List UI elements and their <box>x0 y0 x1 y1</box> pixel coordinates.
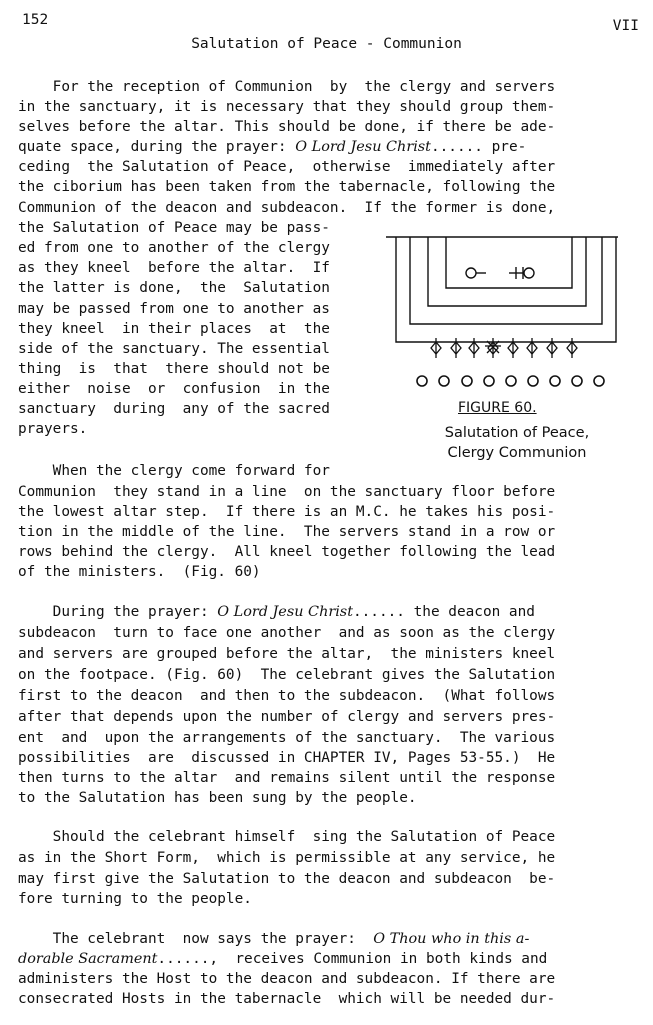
server-mark <box>550 376 560 386</box>
text-line: side of the sanctuary. The essential <box>18 341 330 357</box>
text-line: either noise or confusion in the <box>18 381 330 397</box>
text-line: in the sanctuary, it is necessary that they should group them- <box>18 99 556 115</box>
server-mark <box>484 376 494 386</box>
text-line: For the reception of Communion by the clergy and servers <box>18 79 556 95</box>
server-mark <box>528 376 538 386</box>
text-line: When the clergy come forward for <box>18 463 330 479</box>
server-mark <box>439 376 449 386</box>
text-line <box>18 949 547 969</box>
text-line: consecrated Hosts in the tabernacle which will be needed dur- <box>18 991 556 1007</box>
text-segment: The celebrant now says the prayer: <box>18 931 356 947</box>
prayer-title: dorable Sacrament <box>18 951 158 967</box>
clergy-mark <box>547 338 557 358</box>
text-line: of the ministers. (Fig. 60) <box>18 564 261 580</box>
text-line: ceding the Salutation of Peace, otherwise immediately after <box>18 159 556 175</box>
text-line: and servers are grouped before the altar, the ministers kneel <box>18 646 556 662</box>
server-mark <box>462 376 472 386</box>
text-line <box>18 137 526 157</box>
text-line: ent and upon the arrangements of the sanctuary. The various <box>18 730 556 746</box>
text-line: fore turning to the people. <box>18 891 252 907</box>
text-segment: quate space, during the prayer: <box>18 139 287 155</box>
step-outline-2 <box>410 237 602 324</box>
page-title: Salutation of Peace - Communion <box>191 36 462 52</box>
chapter-number: VII <box>612 18 639 34</box>
figure-caption-line: Salutation of Peace, <box>444 425 590 441</box>
text-segment: ...... the deacon and <box>352 604 535 620</box>
prayer-title: O Thou who in this a- <box>373 931 530 947</box>
servers-row <box>417 376 604 386</box>
text-segment: During the prayer: <box>18 604 209 620</box>
text-line: as they kneel before the altar. If <box>18 260 330 276</box>
clergy-mark <box>431 338 441 358</box>
clergy-mark <box>527 338 537 358</box>
mc-mark <box>485 338 501 358</box>
server-mark <box>506 376 516 386</box>
figure-caption-line: Clergy Communion <box>447 445 587 461</box>
page-number: 152 <box>22 12 49 28</box>
step-outline-3 <box>428 237 586 306</box>
server-mark <box>572 376 582 386</box>
server-mark <box>594 376 604 386</box>
clergy-mark <box>567 338 577 358</box>
server-mark <box>417 376 427 386</box>
text-line: administers the Host to the deacon and subdeacon. If there are <box>18 971 556 987</box>
text-line: tion in the middle of the line. The servers stand in a row or <box>18 524 556 540</box>
step-outline-outer <box>396 237 616 342</box>
text-line: may be passed from one to another as <box>18 301 330 317</box>
text-line: ed from one to another of the clergy <box>18 240 330 256</box>
text-line: then turns to the altar and remains silent until the response <box>18 770 556 786</box>
text-line: the ciborium has been taken from the tabernacle, following the <box>18 179 556 195</box>
prayer-title: O Lord Jesu Christ <box>295 139 431 155</box>
text-line: the Salutation of Peace may be pass- <box>18 220 330 236</box>
clergy-mark <box>469 338 479 358</box>
clergy-mark <box>508 338 518 358</box>
clergy-row <box>431 338 577 358</box>
sanctuary-diagram <box>382 225 622 400</box>
subdeacon-mark <box>524 268 534 278</box>
text-line: thing is that there should not be <box>18 361 330 377</box>
text-line: as in the Short Form, which is permissible at any service, he <box>18 850 556 866</box>
text-line: first to the deacon and then to the subdeacon. (What follows <box>18 688 556 704</box>
text-line: prayers. <box>18 421 88 437</box>
text-line <box>18 602 535 622</box>
text-line: the lowest altar step. If there is an M.C. he takes his posi- <box>18 504 556 520</box>
text-segment: ...... pre- <box>430 139 527 155</box>
prayer-title: O Lord Jesu Christ <box>217 604 353 620</box>
text-line: sanctuary during any of the sacred <box>18 401 330 417</box>
text-line: Communion they stand in a line on the sanctuary floor before <box>18 484 556 500</box>
step-outline-4 <box>446 237 572 288</box>
text-line: Should the celebrant himself sing the Salutation of Peace <box>18 829 556 845</box>
text-segment: ......, receives Communion in both kinds and <box>157 951 548 967</box>
deacon-mark <box>466 268 476 278</box>
text-line: after that depends upon the number of clergy and servers pres- <box>18 709 556 725</box>
clergy-mark <box>451 338 461 358</box>
text-line: Communion of the deacon and subdeacon. If the former is done, <box>18 200 556 216</box>
text-line: subdeacon turn to face one another and as soon as the clergy <box>18 625 556 641</box>
text-line: the latter is done, the Salutation <box>18 280 330 296</box>
text-line: they kneel in their places at the <box>18 321 330 337</box>
text-line: on the footpace. (Fig. 60) The celebrant gives the Salutation <box>18 667 556 683</box>
text-line: possibilities are discussed in CHAPTER IV, Pages 53-55.) He <box>18 750 556 766</box>
text-line: rows behind the clergy. All kneel together following the lead <box>18 544 556 560</box>
text-line: may first give the Salutation to the deacon and subdeacon be- <box>18 871 556 887</box>
text-line: to the Salutation has been sung by the people. <box>18 790 417 806</box>
figure-label: FIGURE 60. <box>458 400 537 416</box>
text-line <box>18 929 529 949</box>
text-line: selves before the altar. This should be done, if there be ade- <box>18 119 556 135</box>
